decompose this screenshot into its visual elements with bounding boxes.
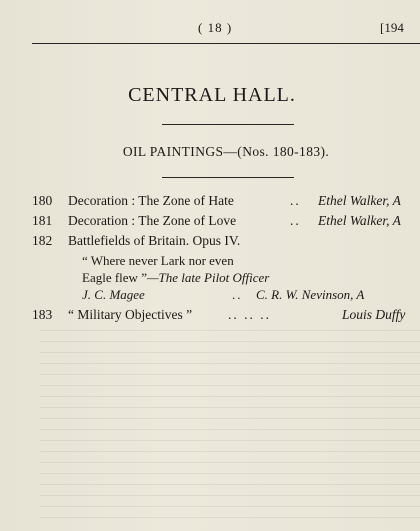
entry-quote-attribution: —The late Pilot Officer	[146, 270, 270, 285]
entry-number: 182	[32, 233, 53, 248]
entry-title: Decoration : The Zone of Hate	[68, 193, 234, 208]
entry-183	[32, 307, 420, 327]
entry-title: Battlefields of Britain. Opus IV.	[68, 233, 241, 248]
leader-dots: ..	[232, 287, 243, 302]
page-number: ( 18 )	[198, 20, 233, 35]
entry-181	[32, 213, 420, 233]
entry-artist: Louis Duffy	[342, 307, 406, 322]
entry-title: “ Military Objectives ”	[68, 307, 193, 322]
entry-number: 181	[32, 213, 53, 228]
entry-artist: C. R. W. Nevinson, A	[256, 287, 365, 302]
entry-182-quote-line-2	[32, 270, 420, 287]
page-header	[0, 16, 420, 36]
entry-title: Decoration : The Zone of Love	[68, 213, 237, 228]
leader-dots: ..	[290, 193, 301, 208]
entry-artist: Ethel Walker, A	[318, 193, 401, 208]
running-head: [194	[380, 20, 404, 35]
leader-dots: .. .. ..	[228, 307, 271, 322]
entry-180	[32, 193, 420, 213]
entry-number: 180	[32, 193, 53, 208]
entry-182	[32, 233, 420, 253]
entry-quote-author: J. C. Magee	[82, 287, 145, 302]
entry-182-quote-line-1	[32, 253, 420, 270]
header-rule	[32, 43, 420, 44]
entry-quote-line	[82, 270, 269, 286]
entry-quote-end: Eagle flew ”	[82, 270, 147, 285]
leader-dots: ..	[290, 213, 301, 228]
section-subtitle: OIL PAINTINGS—(Nos. 180-183).	[122, 144, 330, 159]
entry-182-artist-line	[32, 287, 420, 307]
section-title: CENTRAL HALL.	[128, 84, 296, 106]
entry-artist: Ethel Walker, A	[318, 213, 401, 228]
entry-quote: “ Where never Lark nor even	[82, 253, 234, 268]
bleed-through-text	[40, 320, 420, 520]
entry-number: 183	[32, 307, 53, 322]
title-rule	[162, 124, 294, 125]
entries-list	[32, 193, 420, 327]
subtitle-rule	[162, 177, 294, 178]
